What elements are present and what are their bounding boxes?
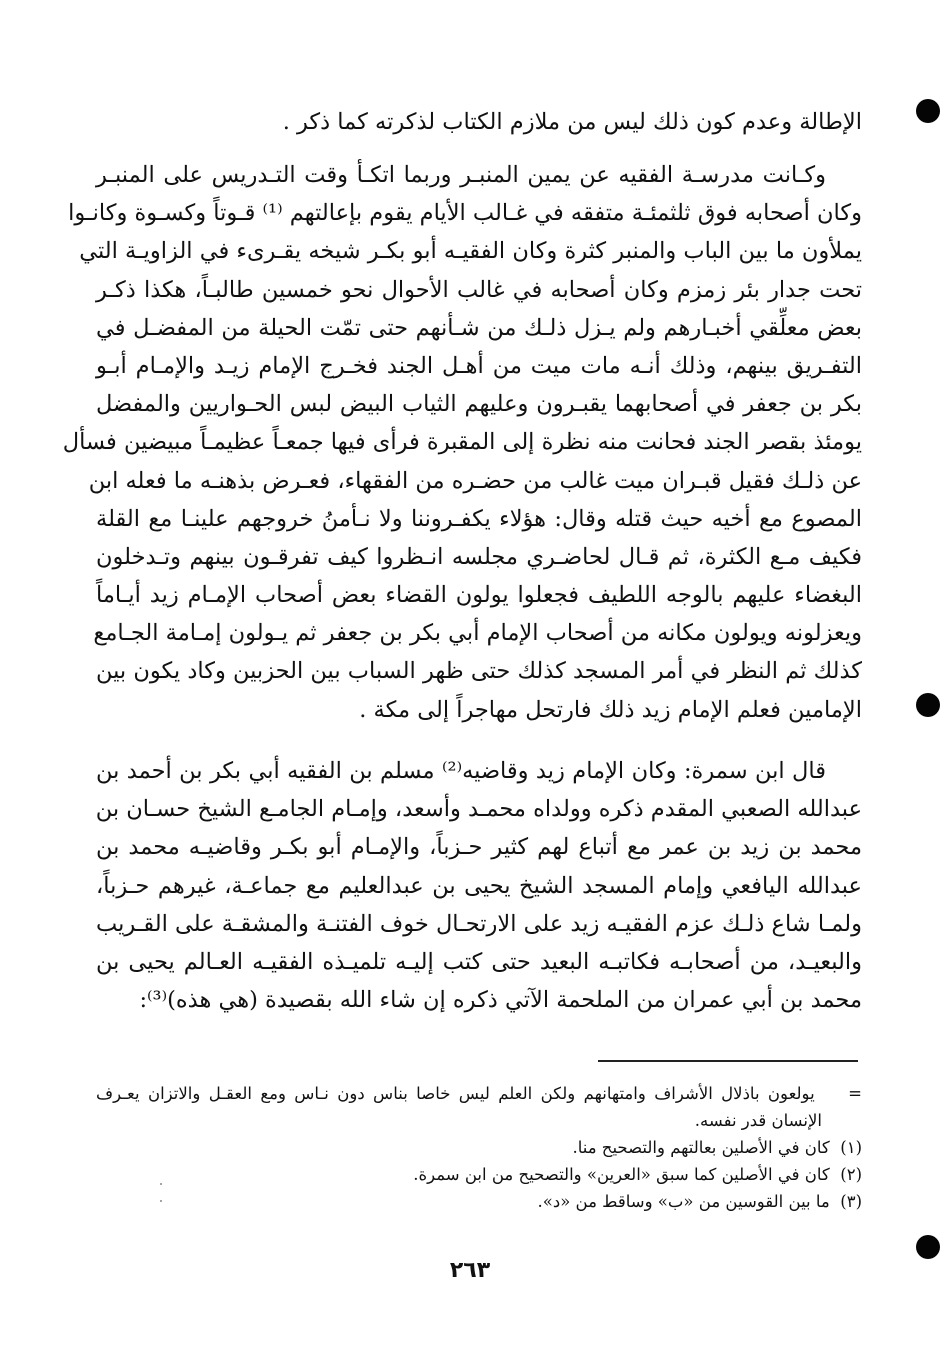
continuation-marker: = (848, 1084, 862, 1103)
footnote-1 (96, 1134, 862, 1161)
text-line: وكـانت مدرسـة الفقيه عن يمين المنبـر وربما اتكـأ وقت التـدريس على المنبـر (96, 162, 826, 188)
footnote-text: يولعون باذلال الأشراف وامتهانهم ولكن العلم ليس خاصا بناس دون نـاس ومع العقـل والاتزان يعـرف (96, 1084, 815, 1103)
text-line: عن ذلـك فقيل قبـران ميت غالب من حضـره من الفقهاء، فعـرض بذهنـه ما فعله ابن (88, 467, 862, 494)
text-line: ولمـا شاع ذلـك عزم الفقيـه زيد على الارتحـال خوف الفتنـة والمشقـة على القـريب (96, 910, 862, 937)
text-line: الإطالة وعدم كون ذلك ليس من ملازم الكتاب لذكرته كما ذكر . (282, 109, 862, 135)
text-line: تحت جدار بئر زمزم وكان أصحابه في غالب الأحوال نحو خمسين طالبـاً، هكذا ذكـر (96, 276, 862, 303)
punch-hole-bottom (916, 1235, 940, 1259)
text-line: كذلك ثم النظر في أمر المسجد كذلك حتى ظهر السباب بين الحزبين وكاد يكون بين (96, 658, 862, 685)
page-number: ٢٦٣ (449, 1258, 491, 1283)
footnote-number: (٢) (840, 1165, 862, 1184)
text-line: عبدالله الصعبي المقدم ذكره وولداه محمـد وأسعد، وإمـام الجامـع الشيخ حسـان بن (95, 796, 862, 823)
text-line: عبدالله اليافعي وإمام المسجد الشيخ يحيى بن عبدالعليم مع جماعـة، غيرهم حـزباً، (96, 872, 862, 899)
footnote-continuation-line: الإنسان قدر نفسه. (694, 1111, 822, 1130)
text-line: بكر بن جعفر في أصحابهما يقبـرون وعليهم الثياب البيض لبس الحـواريين والمفضل (96, 391, 862, 418)
footnote-3 (96, 1188, 862, 1215)
text-line: فكيف مـع الكثرة، ثم قـال لحاضـري مجلسه انـظروا كيف تفرقـون بينهم وتـدخلون (96, 543, 862, 570)
text-line: محمد بن أبي عمران من الملحمة الآتي ذكره إن شاء الله بقصيدة (هي هذه)⁽³⁾: (139, 987, 862, 1014)
text-line: والبعيـد، من أصحابـه فكاتبـه البعيد حتى كتب إليـه تلميـذه الفقيـه العـالم يحيى بن (96, 948, 862, 975)
punch-hole-top (916, 99, 940, 123)
text-line: البغضاء عليهم بالوجه اللطيف فجعلوا يولون القضاء بعض أصحاب الإمـام زيد أيـاماً (96, 582, 862, 609)
text-line: بعض معلِّقي أخبـارهم ولم يـزل ذلـك من شـأنهم حتى تمّت الحيلة من المفضـل في (96, 314, 862, 341)
punch-hole-middle (916, 693, 940, 717)
footnote-text: ما بين القوسين من «ب» وساقط من «د». (537, 1192, 830, 1211)
paragraph-2 (62, 156, 862, 729)
text-line: قال ابن سمرة: وكان الإمام زيد وقاضيه⁽²⁾ مسلم بن الفقيه أبي بكر بن أحمد بن (96, 758, 826, 784)
text-line: التفـريق بينهم، وذلك أنـه مات ميت من أهـل الجند فخـرج الإمام زيـد والإمـام أبـو (96, 352, 862, 379)
text-line: الإمامين فعلم الإمام زيد ذلك فارتحل مهاجراً إلى مكة . (359, 696, 862, 723)
footnote-number: (١) (840, 1138, 862, 1157)
footnote-text: كان في الأصلين كما سبق «العرين» والتصحيح من ابن سمرة. (413, 1165, 830, 1184)
paragraph-3 (96, 752, 862, 1019)
paragraph-1 (96, 103, 862, 141)
text-line: المصوع مع أخيه حيث قتله وقال: هؤلاء يكفـروننا ولا نـأمنُ خروجهم علينـا مع القلة (96, 505, 862, 532)
text-line: محمد بن زيد بن عمر مع أتباع لهم كثير حـزباً، والإمـام أبو بكـر وقاضيـه محمد بن (96, 834, 862, 861)
text-line: وكان أصحابه فوق ثلثمئـة متفقه في غـالب الأيام يقوم بإعالتهم ⁽¹⁾ قـوتاً وكسـوة وكانـوا (68, 200, 862, 227)
text-line: يملأون ما بين الباب والمنبر كثرة وكان الفقيـه أبو بكـر شيخه يقـرىء في الزاويـة التي (79, 238, 862, 265)
footnotes (96, 1080, 862, 1215)
footnote-text: كان في الأصلين بعالتهم والتصحيح منا. (572, 1138, 830, 1157)
footnote-divider (598, 1060, 858, 1062)
footnote-continuation-line (96, 1080, 862, 1107)
text-line: ويعزلونه ويولون مكانه من أصحاب الإمام أبي بكر بن جعفر ثم يـولون إمـامة الجـامع (93, 620, 862, 647)
footnote-2 (96, 1161, 862, 1188)
footnote-number: (٣) (840, 1192, 862, 1211)
text-line: يومئذ بقصر الجند فحانت منه نظرة إلى المقبرة فرأى فيها جمعـاً عظيمـاً مبيضين فسأل (62, 429, 862, 456)
